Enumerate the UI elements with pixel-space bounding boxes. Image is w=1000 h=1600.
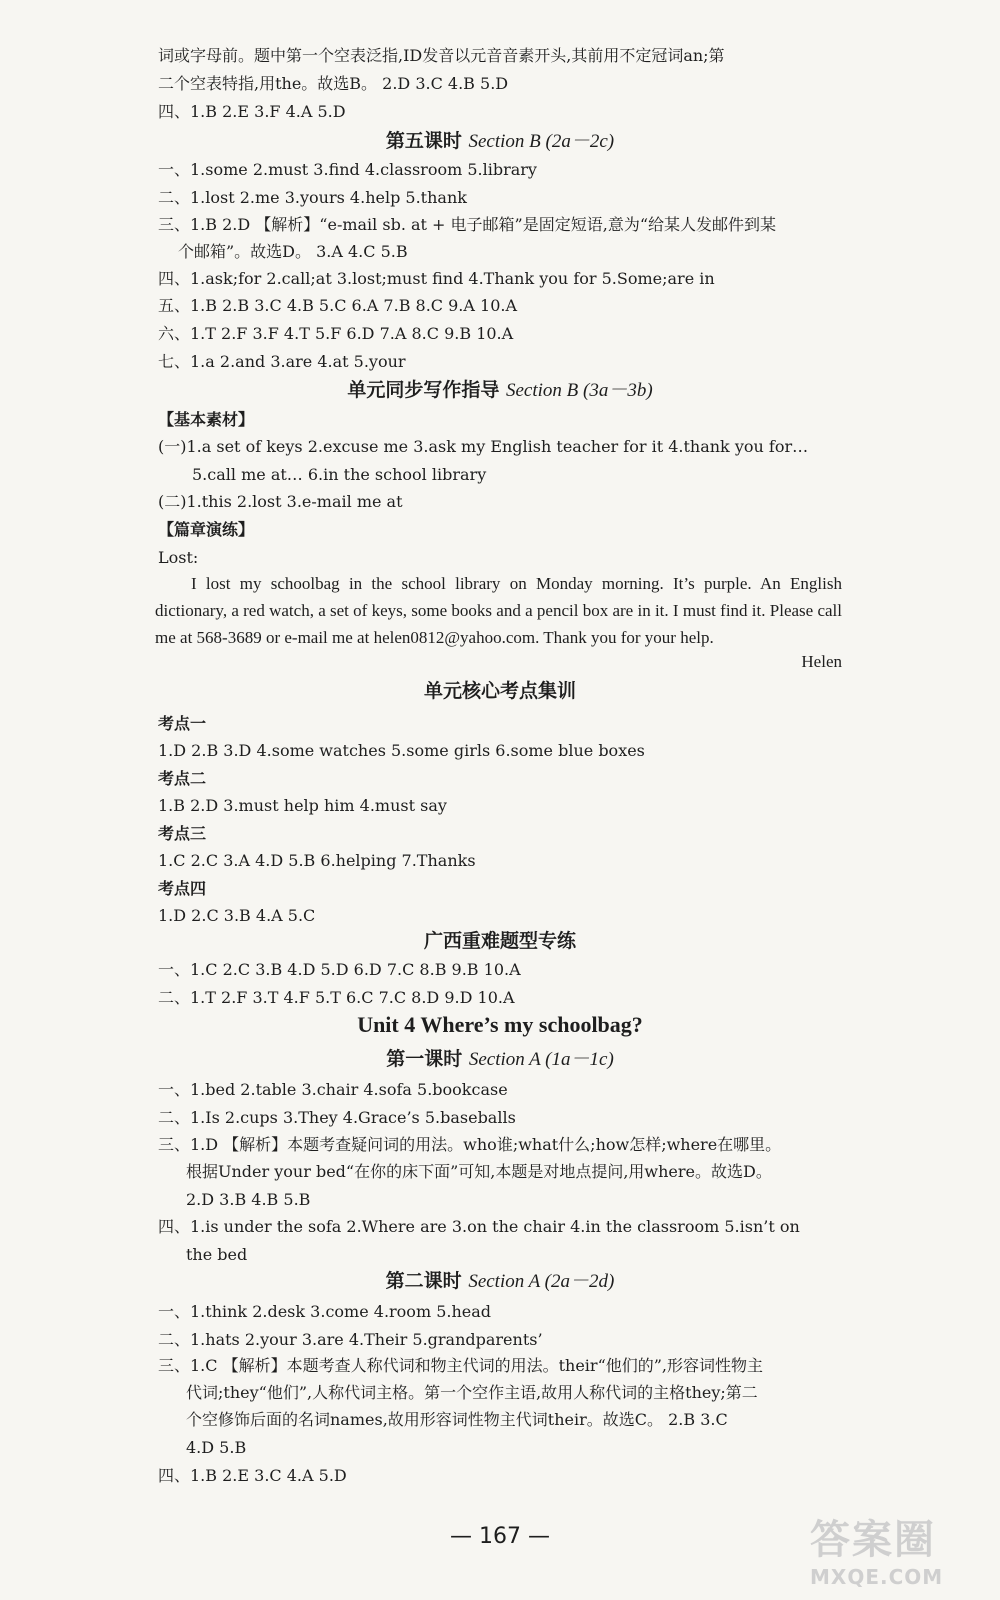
heading-title: 第一课时 — [386, 1048, 463, 1070]
text-line: 代词;they“他们”,人称代词主格。第一个空作主语,故用人称代词的主格they;第二 — [186, 1383, 758, 1402]
text-line: 根据Under your bed“在你的床下面”可知,本题是对地点提问,用where。故选D。 — [186, 1162, 772, 1181]
text-line: 三、1.D 【解析】本题考查疑问词的用法。who谁;what什么;how怎样;where在哪里。 — [158, 1135, 782, 1154]
text-line: 四、1.is under the sofa 2.Where are 3.on the chair 4.in the classroom 5.isn’t on — [158, 1217, 800, 1236]
subheading: 考点二 — [158, 769, 207, 788]
section-heading: 单元核心考点集训 — [423, 680, 576, 702]
text-line: 一、1.C 2.C 3.B 4.D 5.D 6.D 7.C 8.B 9.B 10.A — [158, 960, 521, 979]
text-line: 2.D 3.B 4.B 5.B — [186, 1190, 311, 1209]
section-heading — [0, 377, 1000, 404]
text-line: (一)1.a set of keys 2.excuse me 3.ask my English teacher for it 4.thank you for… — [158, 437, 809, 456]
page-number-value: 167 — [479, 1524, 521, 1549]
essay-signature: Helen — [801, 652, 842, 671]
text-line: 词或字母前。题中第一个空表泛指,ID发音以元音音素开头,其前用不定冠词an;第 — [158, 46, 725, 65]
text-line: 二个空表特指,用the。故选B。 2.D 3.C 4.B 5.D — [158, 74, 509, 93]
text-line: 1.C 2.C 3.A 4.D 5.B 6.helping 7.Thanks — [158, 851, 476, 870]
text-line: 二、1.lost 2.me 3.yours 4.help 5.thank — [158, 188, 467, 207]
subheading: 考点三 — [158, 824, 207, 843]
subheading: 考点一 — [158, 714, 207, 733]
text-line: 4.D 5.B — [186, 1438, 247, 1457]
heading-section: Section B (3a－3b) — [505, 380, 653, 401]
text-line: 二、1.hats 2.your 3.are 4.Their 5.grandparents’ — [158, 1330, 543, 1349]
heading-title: 第五课时 — [385, 130, 462, 152]
subheading: 考点四 — [158, 879, 207, 898]
section-heading — [0, 1268, 1000, 1295]
text-line: 五、1.B 2.B 3.C 4.B 5.C 6.A 7.B 8.C 9.A 10.A — [158, 296, 518, 315]
text-line: 四、1.ask;for 2.call;at 3.lost;must find 4.Thank you for 5.Some;are in — [158, 269, 715, 288]
text-line: 个邮箱”。故选D。 3.A 4.C 5.B — [178, 242, 408, 261]
text-line: (二)1.this 2.lost 3.e-mail me at — [158, 492, 403, 511]
text-line: 六、1.T 2.F 3.F 4.T 5.F 6.D 7.A 8.C 9.B 10.A — [158, 324, 514, 343]
text-line: 一、1.some 2.must 3.find 4.classroom 5.library — [158, 160, 537, 179]
text-line: 四、1.B 2.E 3.F 4.A 5.D — [158, 102, 346, 121]
text-line: 一、1.bed 2.table 3.chair 4.sofa 5.bookcase — [158, 1080, 508, 1099]
page-number-dash: — — [528, 1524, 550, 1549]
section-heading: 广西重难题型专练 — [423, 930, 576, 952]
subheading: 【基本素材】 — [158, 410, 255, 429]
text-line: 一、1.think 2.desk 3.come 4.room 5.head — [158, 1302, 492, 1321]
text-line: 1.D 2.B 3.D 4.some watches 5.some girls 6.some blue boxes — [158, 741, 645, 760]
text-line: 二、1.Is 2.cups 3.They 4.Grace’s 5.baseballs — [158, 1108, 516, 1127]
text-line: 1.B 2.D 3.must help him 4.must say — [158, 796, 447, 815]
heading-title: 第二课时 — [385, 1270, 462, 1292]
heading-section: Section B (2a－2c) — [468, 131, 615, 152]
text-line: Lost: — [158, 548, 199, 567]
watermark-url: MXQE.COM — [810, 1565, 944, 1589]
heading-title: 单元同步写作指导 — [347, 379, 500, 401]
heading-section: Section A (1a－1c) — [468, 1049, 614, 1070]
text-line: 个空修饰后面的名词names,故用形容词性物主代词their。故选C。 2.B 3.C — [186, 1410, 728, 1429]
section-heading — [0, 1046, 1000, 1073]
text-line: 七、1.a 2.and 3.are 4.at 5.your — [158, 352, 406, 371]
watermark-text: 答案圈 — [810, 1517, 936, 1563]
text-line: 5.call me at… 6.in the school library — [192, 465, 487, 484]
text-line: 1.D 2.C 3.B 4.A 5.C — [158, 906, 316, 925]
essay-paragraph: I lost my schoolbag in the school library on Monday morning. It’s purple. An English dictionary, a red watch, a set of keys, some books and a pencil box are in it. I must find it. Please call me at 568-3689 or e-mail me at helen0812@yahoo.com. Thank you for your help. — [155, 574, 842, 647]
text-line: the bed — [186, 1245, 248, 1264]
subheading: 【篇章演练】 — [158, 520, 255, 539]
section-heading — [0, 128, 1000, 155]
unit-title: Unit 4 Where’s my schoolbag? — [357, 1012, 643, 1037]
text-line: 三、1.B 2.D 【解析】“e-mail sb. at + 电子邮箱”是固定短语,意为“给某人发邮件到某 — [158, 215, 776, 234]
page-number-dash: — — [450, 1524, 472, 1549]
text-line: 三、1.C 【解析】本题考查人称代词和物主代词的用法。their“他们的”,形容词性物主 — [158, 1356, 764, 1375]
heading-section: Section A (2a－2d) — [468, 1271, 615, 1292]
text-line: 二、1.T 2.F 3.T 4.F 5.T 6.C 7.C 8.D 9.D 10.A — [158, 988, 515, 1007]
text-line: 四、1.B 2.E 3.C 4.A 5.D — [158, 1466, 347, 1485]
watermark-logo — [810, 1508, 980, 1589]
